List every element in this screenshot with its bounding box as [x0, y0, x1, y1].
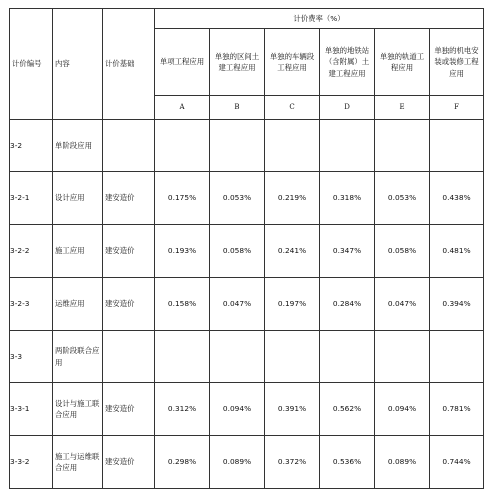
- row-value-d: 0.536%: [320, 436, 375, 489]
- row-code: 3-2-1: [10, 172, 53, 225]
- row-code: 3-3-2: [10, 436, 53, 489]
- row-value-b: 0.047%: [210, 278, 265, 331]
- row-value-a: 0.175%: [155, 172, 210, 225]
- header-letter-f: F: [430, 96, 484, 120]
- row-value-b: 0.053%: [210, 172, 265, 225]
- row-content: 设计与施工联合应用: [53, 383, 103, 436]
- header-column-a: 单项工程应用: [155, 29, 210, 96]
- row-value-c: 0.219%: [265, 172, 320, 225]
- row-basis: 建安造价: [103, 172, 155, 225]
- row-value-d: 0.562%: [320, 383, 375, 436]
- row-value-a: 0.158%: [155, 278, 210, 331]
- row-basis: 建安造价: [103, 225, 155, 278]
- table-row: [10, 383, 484, 436]
- table-row: [10, 120, 484, 172]
- row-value-e: 0.047%: [375, 278, 430, 331]
- row-code: 3-3: [10, 331, 53, 383]
- header-column-c: 单独的车辆段工程应用: [265, 29, 320, 96]
- header-letter-a: A: [155, 96, 210, 120]
- row-value-f: [430, 331, 484, 383]
- table-row: [10, 225, 484, 278]
- header-column-d: 单独的地铁站（含附属）土建工程应用: [320, 29, 375, 96]
- row-value-d: [320, 331, 375, 383]
- fee-rate-table: [9, 8, 484, 489]
- row-value-c: 0.372%: [265, 436, 320, 489]
- row-value-e: 0.058%: [375, 225, 430, 278]
- row-content: 施工应用: [53, 225, 103, 278]
- row-basis: [103, 120, 155, 172]
- header-column-f: 单独的机电安装或装修工程应用: [430, 29, 484, 96]
- row-value-f: [430, 120, 484, 172]
- table-row: [10, 331, 484, 383]
- row-basis: 建安造价: [103, 278, 155, 331]
- row-value-a: 0.298%: [155, 436, 210, 489]
- header-column-e: 单独的轨道工程应用: [375, 29, 430, 96]
- table-row: [10, 436, 484, 489]
- row-value-b: [210, 120, 265, 172]
- header-letter-d: D: [320, 96, 375, 120]
- row-value-a: [155, 120, 210, 172]
- header-letter-c: C: [265, 96, 320, 120]
- row-value-f: 0.394%: [430, 278, 484, 331]
- row-value-c: 0.197%: [265, 278, 320, 331]
- row-content: 单阶段应用: [53, 120, 103, 172]
- row-value-d: 0.347%: [320, 225, 375, 278]
- row-value-f: 0.781%: [430, 383, 484, 436]
- row-value-b: 0.058%: [210, 225, 265, 278]
- header-rate-group: 计价费率（%）: [155, 9, 484, 29]
- row-content: 两阶段联合应用: [53, 331, 103, 383]
- header-basis: 计价基础: [103, 9, 155, 120]
- row-value-e: 0.089%: [375, 436, 430, 489]
- row-value-e: [375, 331, 430, 383]
- row-value-b: [210, 331, 265, 383]
- row-value-c: [265, 120, 320, 172]
- header-code: 计价编号: [10, 9, 53, 120]
- header-content: 内容: [53, 9, 103, 120]
- row-code: 3-2-2: [10, 225, 53, 278]
- row-value-e: 0.094%: [375, 383, 430, 436]
- row-value-a: [155, 331, 210, 383]
- row-content: 设计应用: [53, 172, 103, 225]
- row-content: 运维应用: [53, 278, 103, 331]
- row-value-a: 0.193%: [155, 225, 210, 278]
- row-value-c: [265, 331, 320, 383]
- row-value-f: 0.438%: [430, 172, 484, 225]
- row-code: 3-3-1: [10, 383, 53, 436]
- row-value-e: 0.053%: [375, 172, 430, 225]
- row-value-f: 0.744%: [430, 436, 484, 489]
- row-value-d: [320, 120, 375, 172]
- header-letter-e: E: [375, 96, 430, 120]
- table-row: [10, 278, 484, 331]
- row-value-a: 0.312%: [155, 383, 210, 436]
- row-value-c: 0.241%: [265, 225, 320, 278]
- row-value-d: 0.318%: [320, 172, 375, 225]
- row-content: 施工与运维联合应用: [53, 436, 103, 489]
- row-code: 3-2-3: [10, 278, 53, 331]
- row-basis: 建安造价: [103, 436, 155, 489]
- row-basis: 建安造价: [103, 383, 155, 436]
- table-row: [10, 172, 484, 225]
- row-value-b: 0.089%: [210, 436, 265, 489]
- row-value-e: [375, 120, 430, 172]
- row-value-f: 0.481%: [430, 225, 484, 278]
- row-basis: [103, 331, 155, 383]
- row-value-c: 0.391%: [265, 383, 320, 436]
- row-value-d: 0.284%: [320, 278, 375, 331]
- row-value-b: 0.094%: [210, 383, 265, 436]
- header-letter-b: B: [210, 96, 265, 120]
- row-code: 3-2: [10, 120, 53, 172]
- header-column-b: 单独的区间土建工程应用: [210, 29, 265, 96]
